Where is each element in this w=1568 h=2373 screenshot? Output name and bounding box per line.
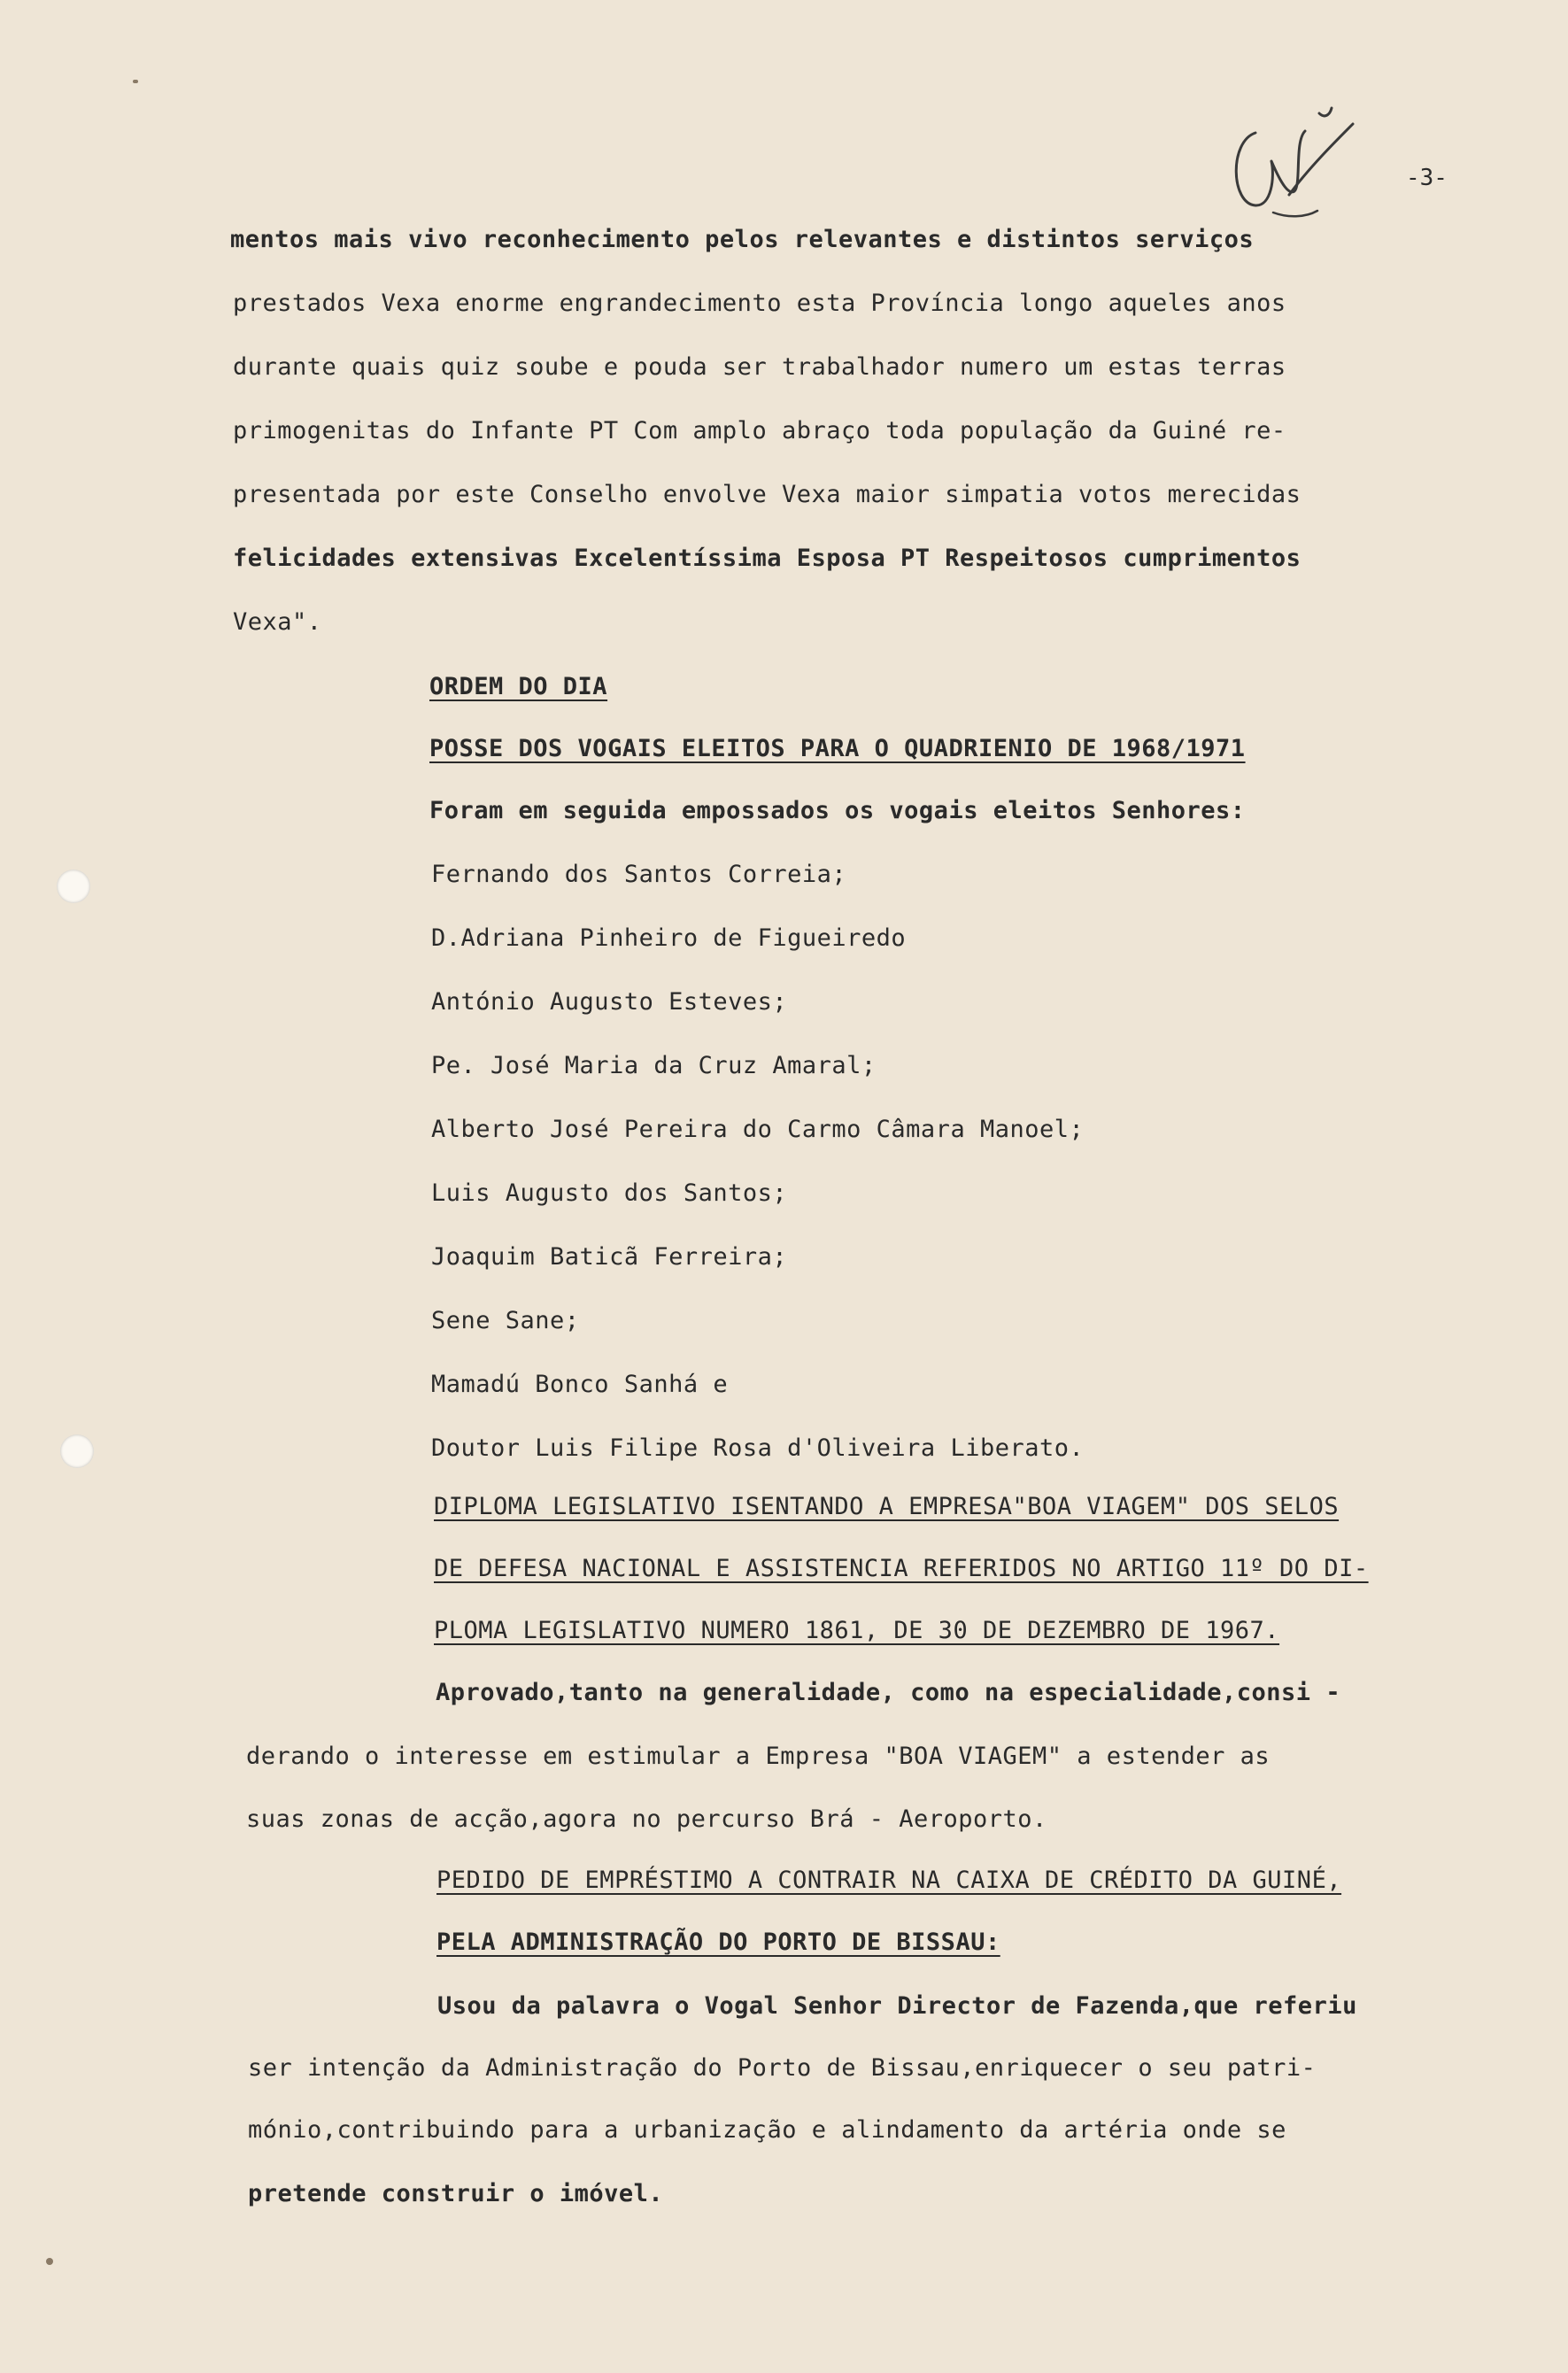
section-title-ordem-do-dia: ORDEM DO DIA (429, 673, 608, 700)
vogal-name: Doutor Luis Filipe Rosa d'Oliveira Liberato. (431, 1434, 1085, 1462)
text-line: Vexa". (233, 608, 322, 636)
text-line: mónio,contribuindo para a urbanização e alindamento da artéria onde se (248, 2116, 1286, 2144)
vogal-name: Pe. José Maria da Cruz Amaral; (431, 1052, 877, 1079)
text-line: felicidades extensivas Excelentíssima Esposa PT Respeitosos cumprimentos (233, 545, 1302, 572)
text-line: Aprovado,tanto na generalidade, como na especialidade,consi - (436, 1679, 1341, 1706)
text-line: presentada por este Conselho envolve Vexa maior simpatia votos merecidas (233, 481, 1302, 508)
text-line: Usou da palavra o Vogal Senhor Director de Fazenda,que referiu (437, 1992, 1357, 2020)
vogal-name: Mamadú Bonco Sanhá e (431, 1371, 729, 1398)
handwritten-initials-signature (1220, 106, 1362, 230)
text-line: durante quais quiz soube e pouda ser trabalhador numero um estas terras (233, 353, 1286, 381)
punch-hole-upper (57, 870, 90, 903)
vogal-name: Alberto José Pereira do Carmo Câmara Manoel; (431, 1116, 1085, 1143)
section-title-pedido: PELA ADMINISTRAÇÃO DO PORTO DE BISSAU: (436, 1929, 1000, 1956)
text-line: derando o interesse em estimular a Empresa "BOA VIAGEM" a estender as (246, 1743, 1271, 1770)
page-number: -3- (1406, 165, 1448, 191)
text-line: mentos mais vivo reconhecimento pelos relevantes e distintos serviços (230, 226, 1255, 253)
section-title-posse: POSSE DOS VOGAIS ELEITOS PARA O QUADRIENIO DE 1968/1971 (429, 735, 1246, 762)
vogal-name: Joaquim Baticã Ferreira; (431, 1243, 788, 1271)
text-line: Foram em seguida empossados os vogais eleitos Senhores: (429, 797, 1246, 824)
vogal-name: António Augusto Esteves; (431, 988, 788, 1016)
section-title-diploma: DIPLOMA LEGISLATIVO ISENTANDO A EMPRESA"BOA VIAGEM" DOS SELOS (434, 1493, 1340, 1520)
vogal-name: Luis Augusto dos Santos; (431, 1179, 788, 1207)
section-title-diploma: DE DEFESA NACIONAL E ASSISTENCIA REFERIDOS NO ARTIGO 11º DO DI- (434, 1555, 1369, 1582)
punch-hole-lower (60, 1434, 94, 1468)
vogal-name: D.Adriana Pinheiro de Figueiredo (431, 924, 907, 952)
text-line: ser intenção da Administração do Porto de Bissau,enriquecer o seu patri- (248, 2054, 1317, 2082)
paper-speck (46, 2258, 53, 2265)
section-title-diploma: PLOMA LEGISLATIVO NUMERO 1861, DE 30 DE DEZEMBRO DE 1967. (434, 1617, 1280, 1644)
text-line: suas zonas de acção,agora no percurso Brá - Aeroporto. (246, 1805, 1047, 1833)
text-line: primogenitas do Infante PT Com amplo abraço toda população da Guiné re- (233, 417, 1286, 444)
section-title-pedido: PEDIDO DE EMPRÉSTIMO A CONTRAIR NA CAIXA DE CRÉDITO DA GUINÉ, (436, 1867, 1342, 1894)
text-line: pretende construir o imóvel. (248, 2180, 664, 2207)
vogal-name: Fernando dos Santos Correia; (431, 861, 847, 888)
text-line: prestados Vexa enorme engrandecimento esta Província longo aqueles anos (233, 290, 1286, 317)
vogal-name: Sene Sane; (431, 1307, 580, 1334)
paper-speck (133, 80, 138, 83)
